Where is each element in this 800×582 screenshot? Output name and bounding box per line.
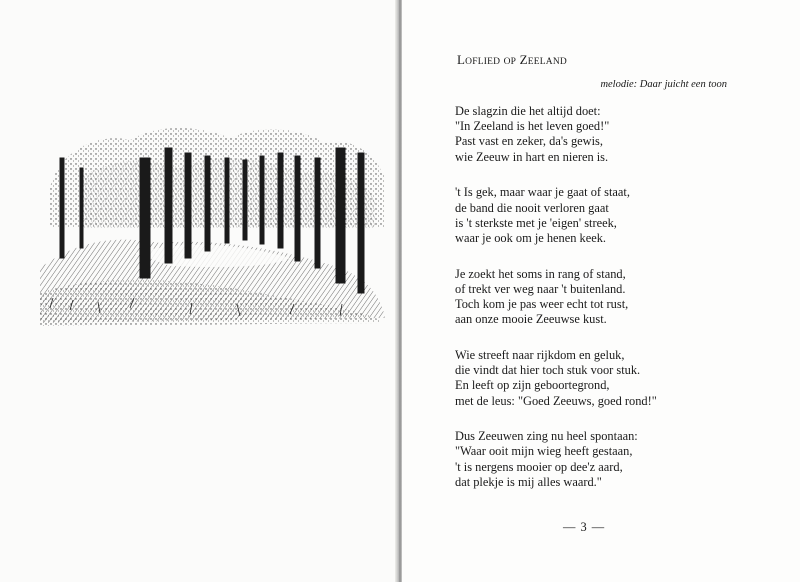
title-initial-1: L — [457, 52, 466, 67]
forest-path-illustration — [40, 118, 388, 328]
poem-line: Past vast en zeker, da's gewis, — [455, 134, 603, 149]
poem-line: dat plekje is mij alles waard." — [455, 474, 602, 489]
title-initial-3: Z — [519, 52, 528, 67]
poem-line: met de leus: "Goed Zeeuws, goed rond!" — [455, 393, 657, 408]
poem-line: En leeft op zijn geboortegrond, — [455, 378, 610, 393]
stanza-4 — [455, 348, 755, 409]
poem-body — [455, 104, 755, 511]
poem-line: De slagzin die het altijd doet: — [455, 104, 601, 118]
poem-line: "Waar ooit mijn wieg heeft gestaan, — [455, 444, 633, 459]
poem-line: is 't sterkste met je 'eigen' streek, — [455, 215, 617, 230]
poem-line: aan onze mooie Zeeuwse kust. — [455, 312, 607, 327]
left-page — [0, 0, 398, 582]
poem-line: Toch kom je pas weer echt tot rust, — [455, 297, 629, 312]
poem-line: die vindt dat hier toch stuk voor stuk. — [455, 363, 641, 378]
stanza-2 — [455, 185, 755, 246]
page-number: — 3 — — [563, 520, 606, 534]
title-rest-3: EELAND — [527, 57, 567, 67]
stanza-3 — [455, 267, 755, 328]
poem-line: wie Zeeuw in hart en nieren is. — [455, 149, 609, 164]
poem-line: waar je ook om je henen keek. — [455, 230, 607, 245]
stanza-5 — [455, 429, 755, 490]
poem-title — [457, 52, 567, 68]
poem-line: 't is nergens mooier op dee'z aard, — [455, 459, 623, 474]
melody-note: melodie: Daar juicht een toon — [600, 79, 727, 90]
poem-line: de band die nooit verloren gaat — [455, 200, 609, 215]
poem-line: Je zoekt het soms in rang of stand, — [455, 266, 626, 281]
stanza-1 — [455, 104, 755, 165]
title-word-2: OP — [503, 57, 517, 67]
poem-line: 't Is gek, maar waar je gaat of staat, — [455, 185, 630, 200]
poem-line: "In Zeeland is het leven goed!" — [455, 119, 610, 134]
poem-line: of trekt ver weg naar 't buitenland. — [455, 281, 626, 296]
poem-line: Wie streeft naar rijkdom en geluk, — [455, 347, 625, 362]
title-rest-1: OFLIED — [465, 57, 501, 67]
poem-line: Dus Zeeuwen zing nu heel spontaan: — [455, 429, 638, 444]
